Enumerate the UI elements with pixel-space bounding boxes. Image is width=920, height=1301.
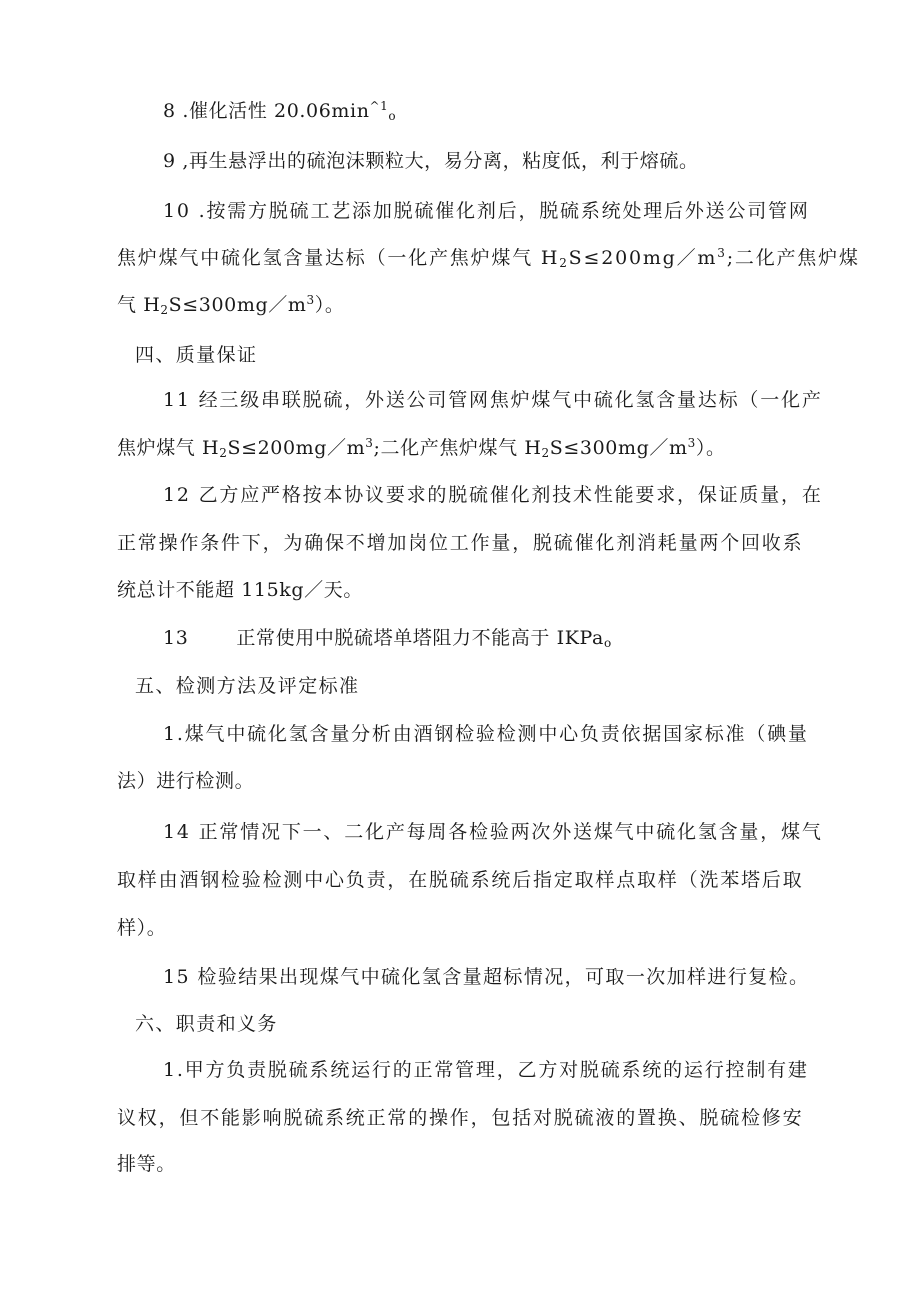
section-6-heading: 六、职责和义务 bbox=[135, 1013, 278, 1035]
item-15: 15 检验结果出现煤气中硫化氢含量超标情况，可取一次加样进行复检。 bbox=[163, 966, 810, 988]
item-9: 9 ,再生悬浮出的硫泡沫颗粒大，易分离，粘度低，利于熔硫。 bbox=[163, 150, 699, 172]
section-4-heading: 四、质量保证 bbox=[135, 344, 258, 366]
item-8: 8 .催化活性 $20.06\min^{\^{}1}_o$ bbox=[163, 99, 397, 123]
item-14-line-1: 14 正常情况下一、二化产每周各检验两次外送煤气中硫化氢含量，煤气 bbox=[163, 821, 823, 843]
item-12-line-2: 正常操作条件下，为确保不增加岗位工作量，脱硫催化剂消耗量两个回收系 bbox=[117, 532, 804, 554]
method-1-line-2: 法）进行检测。 bbox=[117, 770, 255, 792]
method-1-line-1: 1.煤气中硫化氢含量分析由酒钢检验检测中心负责依据国家标准（碘量 bbox=[163, 723, 809, 745]
item-10-line-3: 气 $H_2S\le 300mg/m^3$）。 bbox=[117, 293, 345, 317]
item-14-line-3: 样）。 bbox=[117, 917, 167, 939]
duty-1-line-3: 排等。 bbox=[117, 1153, 176, 1175]
item-11-line-1: 11 经三级串联脱硫，外送公司管网焦炉煤气中硫化氢含量达标（一化产 bbox=[163, 389, 823, 411]
duty-1-line-2: 议权，但不能影响脱硫系统正常的操作，包括对脱硫液的置换、脱硫检修安 bbox=[117, 1107, 804, 1129]
section-5-heading: 五、检测方法及评定标准 bbox=[135, 675, 360, 697]
item-12-line-3: 统总计不能超 115kg／天。 bbox=[117, 579, 363, 601]
duty-1-line-1: 1.甲方负责脱硫系统运行的正常管理，乙方对脱硫系统的运行控制有建 bbox=[163, 1059, 809, 1081]
item-10-line-1: 10 .按需方脱硫工艺添加脱硫催化剂后，脱硫系统处理后外送公司管网 bbox=[163, 200, 810, 222]
item-10-line-2: 焦炉煤气中硫化氢含量达标（一化产焦炉煤气 $H_2S\le 200mg/m^3$;二化产焦炉煤 bbox=[117, 246, 860, 270]
item-11-line-2: 焦炉煤气 $H_2S\le 200mg/m^3$;二化产焦炉煤气 $H_2S\le 300mg/m^3$）。 bbox=[117, 436, 726, 460]
item-13: 13 正常使用中脱硫塔单塔阻力不能高于 IKPa$_o$ bbox=[163, 627, 612, 650]
item-14-line-2: 取样由酒钢检验检测中心负责，在脱硫系统后指定取样点取样（洗苯塔后取 bbox=[117, 869, 804, 891]
item-12-line-1: 12 乙方应严格按本协议要求的脱硫催化剂技术性能要求，保证质量，在 bbox=[163, 484, 823, 506]
